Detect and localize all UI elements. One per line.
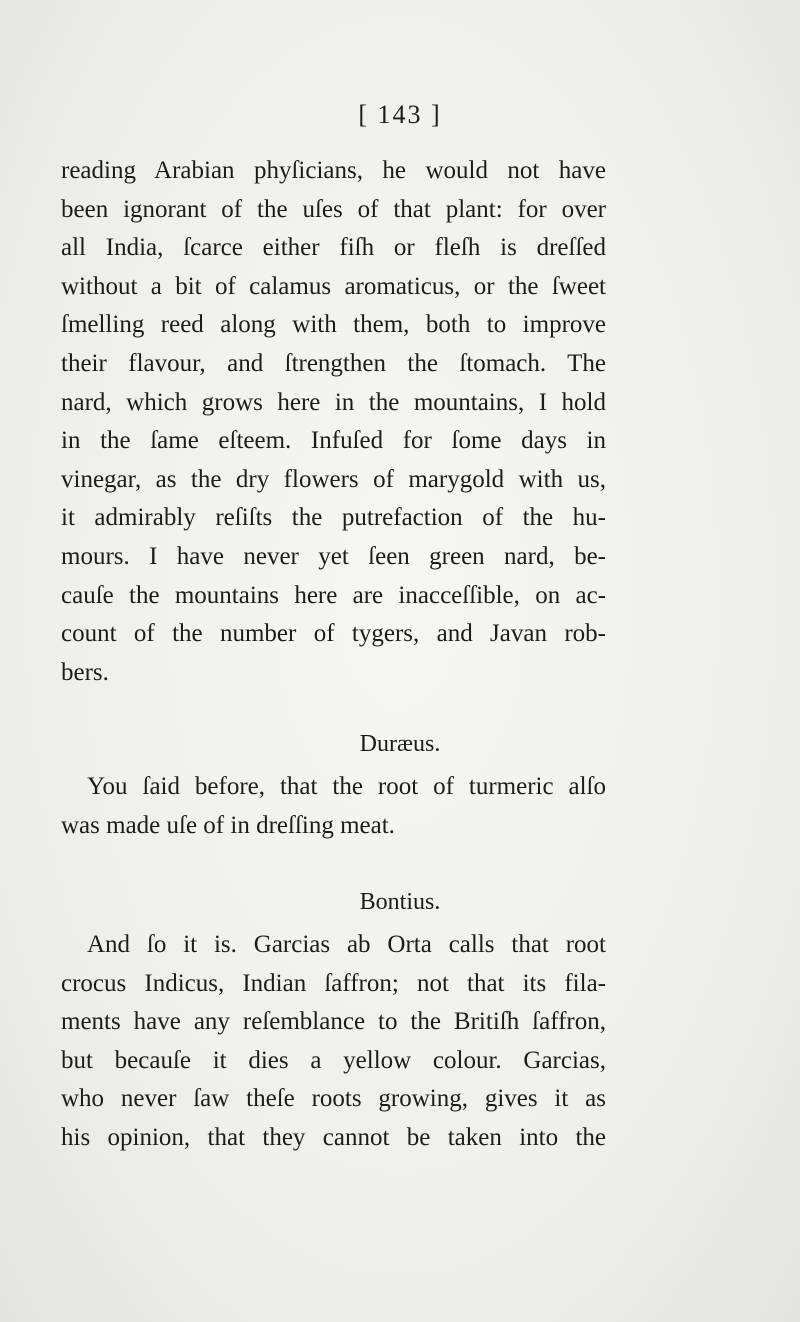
text-line: who never ſaw theſe roots growing, gives it as [61,1085,606,1113]
text-line: but becauſe it dies a yellow colour. Garcias, [61,1046,606,1074]
speaker-heading-bontius: Bontius. [359,889,441,915]
text-line: their flavour, and ſtrengthen the ſtomach. The [61,349,606,377]
text-line: crocus Indicus, Indian ſaffron; not that its fila- [61,969,606,997]
text-line: ments have any reſemblance to the Britiſh ſaffron, [61,1008,606,1036]
text-line: ſmelling reed along with them, both to improve [61,311,606,339]
text-line: reading Arabian phyſicians, he would not have [61,157,606,184]
text-line: nard, which grows here in the mountains, I hold [61,388,606,416]
text-line: cauſe the mountains here are inacceſſible, on ac- [61,581,606,609]
paragraph-2 [61,768,606,845]
text-line: And ſo it is. Garcias ab Orta calls that root [87,931,606,958]
paragraph-1 [61,152,606,692]
speaker-heading-duraeus: Duræus. [359,731,441,757]
text-line: without a bit of calamus aromaticus, or the ſweet [61,272,606,300]
paragraph-3 [61,926,606,1158]
text-line: been ignorant of the uſes of that plant: for over [61,195,606,223]
text-line: was made uſe of in dreſſing meat. [61,811,395,839]
text-line: count of the number of tygers, and Javan rob- [61,620,606,648]
text-line: it admirably reſiſts the putrefaction of the hu- [61,504,606,532]
text-line: bers. [61,658,109,686]
text-line: all India, ſcarce either fiſh or fleſh is dreſſed [61,234,606,262]
text-line: his opinion, that they cannot be taken into the [61,1123,606,1151]
text-line: in the ſame eſteem. Infuſed for ſome days in [61,427,606,455]
text-line: vinegar, as the dry flowers of marygold with us, [61,465,606,493]
page-number: [ 143 ] [358,100,442,129]
text-line: You ſaid before, that the root of turmeric alſo [87,773,606,800]
text-line: mours. I have never yet ſeen green nard, be- [61,542,606,570]
